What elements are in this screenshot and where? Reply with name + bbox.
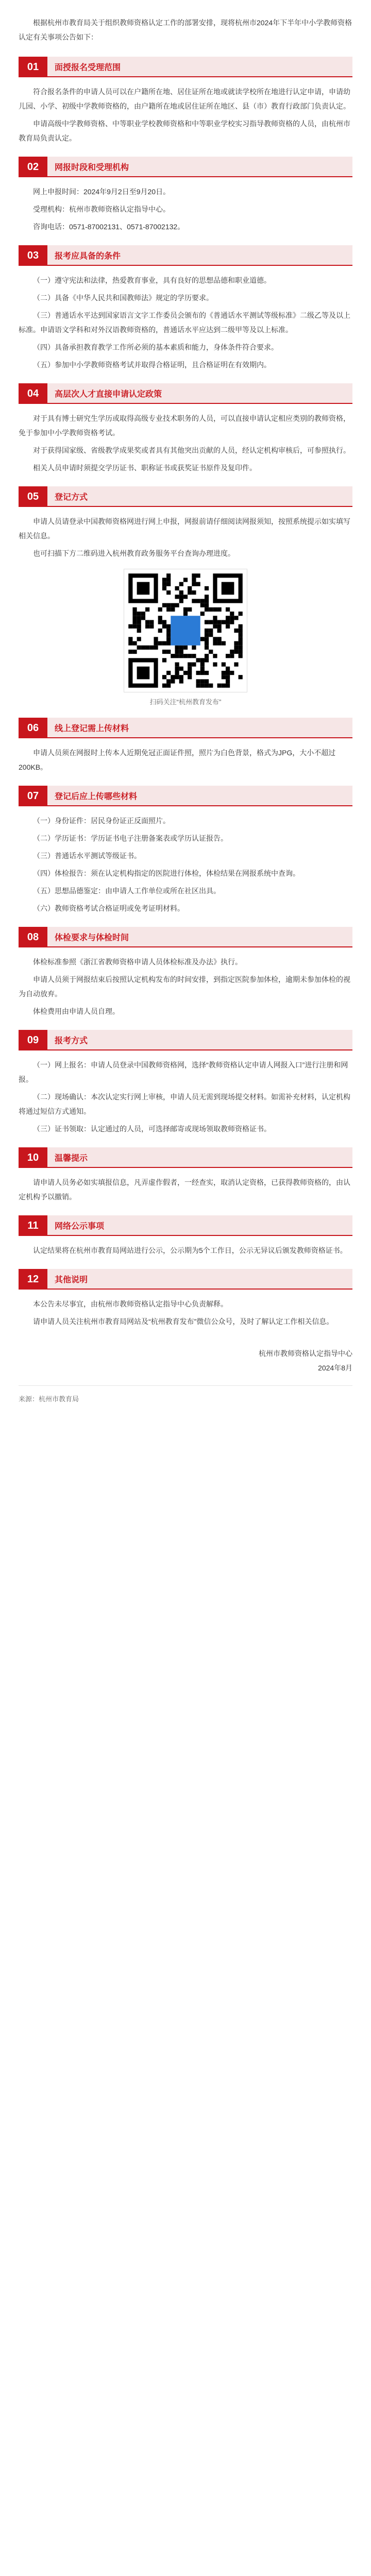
section-paragraph: 对于具有博士研究生学历或取得高级专业技术职务的人员，可以直接申请认定相应类别的教师资格，免于参加中小学教师资格考试。 xyxy=(19,414,350,437)
section-title: 线上登记需上传材料 xyxy=(47,718,352,738)
section-11 xyxy=(19,1215,352,1258)
section-01 xyxy=(19,57,352,145)
section-paragraph: （一）身份证件：居民身份证正反面照片。 xyxy=(33,817,170,825)
section-paragraph: （五）参加中小学教师资格考试并取得合格证明，且合格证明在有效期内。 xyxy=(33,361,271,369)
section-header xyxy=(19,1215,352,1236)
section-header xyxy=(19,57,352,77)
intro-paragraph: 根据杭州市教育局关于组织教师资格认定工作的部署安排，现将杭州市2024年下半年中小学教师资格认定有关事项公告如下： xyxy=(19,19,352,41)
section-paragraph: （一）遵守宪法和法律，热爱教育事业，具有良好的思想品德和职业道德。 xyxy=(33,276,271,284)
section-header xyxy=(19,1269,352,1290)
qr-code-icon xyxy=(124,569,247,692)
qr-code-block xyxy=(19,569,352,706)
footer-date: 2024年8月 xyxy=(318,1364,352,1372)
section-number: 07 xyxy=(19,786,47,806)
section-title: 温馨提示 xyxy=(47,1147,352,1168)
section-title: 报考应具备的条件 xyxy=(47,245,352,266)
section-title: 高层次人才直接申请认定政策 xyxy=(47,383,352,404)
section-05 xyxy=(19,486,352,706)
section-paragraph: 受理机构：杭州市教师资格认定指导中心。 xyxy=(33,205,170,213)
section-header xyxy=(19,486,352,507)
section-paragraph: 咨询电话：0571-87002131、0571-87002132。 xyxy=(33,223,185,231)
section-paragraph: 本公告未尽事宜，由杭州市教师资格认定指导中心负责解释。 xyxy=(33,1300,228,1308)
section-04 xyxy=(19,383,352,475)
section-03 xyxy=(19,245,352,372)
section-02 xyxy=(19,157,352,234)
section-paragraph: （一）网上报名：申请人员登录中国教师资格网，选择“教师资格认定申请人网报入口”进行注册和网报。 xyxy=(19,1061,348,1083)
section-paragraph: （三）普通话水平测试等级证书。 xyxy=(33,852,141,860)
section-06 xyxy=(19,718,352,774)
section-paragraph: 相关人员申请时须提交学历证书、职称证书或获奖证书原件及复印件。 xyxy=(33,464,257,472)
section-header xyxy=(19,157,352,177)
bottom-note: 来源：杭州市教育局 xyxy=(19,1385,352,1405)
section-title: 报考方式 xyxy=(47,1030,352,1050)
sections-container xyxy=(19,57,352,1329)
section-paragraph: 请申请人员务必如实填报信息，凡弄虚作假者，一经查实，取消认定资格，已获得教师资格的，由认定机构予以撤销。 xyxy=(19,1178,350,1201)
section-header xyxy=(19,927,352,947)
section-title: 网络公示事项 xyxy=(47,1215,352,1236)
section-header xyxy=(19,383,352,404)
section-number: 08 xyxy=(19,927,47,947)
section-paragraph: （四）体检报告：须在认定机构指定的医院进行体检，体检结果在网报系统中查询。 xyxy=(33,869,300,877)
section-header xyxy=(19,786,352,806)
section-header xyxy=(19,245,352,266)
section-number: 06 xyxy=(19,718,47,738)
section-number: 10 xyxy=(19,1147,47,1168)
section-paragraph: 申请高级中学教师资格、中等职业学校教师资格和中等职业学校实习指导教师资格的人员，由杭州市教育局负责认定。 xyxy=(19,120,350,142)
qr-caption: 扫码关注“杭州教育发布” xyxy=(149,698,222,706)
footer xyxy=(19,1346,352,1375)
section-paragraph: 网上申报时间：2024年9月2日至9月20日。 xyxy=(33,188,171,196)
section-08 xyxy=(19,927,352,1019)
section-paragraph: 体检标准参照《浙江省教师资格申请人员体检标准及办法》执行。 xyxy=(33,958,242,966)
section-paragraph: （二）具备《中华人民共和国教师法》规定的学历要求。 xyxy=(33,294,213,302)
section-title: 其他说明 xyxy=(47,1269,352,1290)
section-paragraph: （二）现场确认：本次认定实行网上审核，申请人员无需到现场提交材料。如需补充材料，认定机构将通过短信方式通知。 xyxy=(19,1093,350,1115)
section-paragraph: 请申请人员关注杭州市教育局网站及“杭州教育发布”微信公众号，及时了解认定工作相关信息。 xyxy=(33,1317,334,1326)
section-title: 登记方式 xyxy=(47,486,352,507)
section-paragraph: （三）证书领取：认定通过的人员，可选择邮寄或现场领取教师资格证书。 xyxy=(33,1125,271,1133)
section-paragraph: 符合报名条件的申请人员可以在户籍所在地、居住证所在地或就读学校所在地进行认定申请，申请幼儿园、小学、初级中学教师资格的，由户籍所在地或居住证所在地区、县（市）教育行政部门负责认定。 xyxy=(19,88,350,110)
section-paragraph: （四）具备承担教育教学工作所必须的基本素质和能力，身体条件符合要求。 xyxy=(33,343,278,351)
section-paragraph: 申请人员须于网报结束后按照认定机构发布的时间安排，到指定医院参加体检，逾期未参加体检的视为自动放弃。 xyxy=(19,975,350,998)
section-title: 体检要求与体检时间 xyxy=(47,927,352,947)
section-paragraph: 对于获得国家级、省级教学成果奖或者具有其他突出贡献的人员，经认定机构审核后，可参照执行。 xyxy=(33,446,350,454)
section-paragraph: 申请人员请登录中国教师资格网进行网上申报，网报前请仔细阅读网报须知，按照系统提示如实填写相关信息。 xyxy=(19,517,350,540)
section-header xyxy=(19,1030,352,1050)
section-paragraph: 认定结果将在杭州市教育局网站进行公示，公示期为5个工作日，公示无异议后颁发教师资格证书。 xyxy=(33,1246,347,1255)
section-paragraph: （二）学历证书：学历证书电子注册备案表或学历认证报告。 xyxy=(33,834,228,842)
section-paragraph: 体检费用由申请人员自理。 xyxy=(33,1007,120,1015)
section-title: 登记后应上传哪些材料 xyxy=(47,786,352,806)
section-header xyxy=(19,1147,352,1168)
section-07 xyxy=(19,786,352,916)
section-number: 01 xyxy=(19,57,47,77)
section-paragraph: （六）教师资格考试合格证明或免考证明材料。 xyxy=(33,904,184,912)
section-title: 面授报名受理范围 xyxy=(47,57,352,77)
section-paragraph: 也可扫描下方二维码进入杭州教育政务服务平台查询办理进度。 xyxy=(33,549,235,557)
section-header xyxy=(19,718,352,738)
section-title: 网报时段和受理机构 xyxy=(47,157,352,177)
section-number: 05 xyxy=(19,486,47,507)
section-number: 09 xyxy=(19,1030,47,1050)
section-12 xyxy=(19,1269,352,1329)
section-number: 03 xyxy=(19,245,47,266)
section-number: 04 xyxy=(19,383,47,404)
footer-org: 杭州市教师资格认定指导中心 xyxy=(259,1349,352,1358)
section-number: 12 xyxy=(19,1269,47,1290)
section-paragraph: （三）普通话水平达到国家语言文字工作委员会颁布的《普通话水平测试等级标准》二级乙等及以上标准。申请语文学科和对外汉语教师资格的，普通话水平应达到二级甲等及以上标准。 xyxy=(19,311,350,334)
section-number: 11 xyxy=(19,1215,47,1236)
section-number: 02 xyxy=(19,157,47,177)
section-paragraph: （五）思想品德鉴定：由申请人工作单位或所在社区出具。 xyxy=(33,887,221,895)
section-paragraph: 申请人员须在网报时上传本人近期免冠正面证件照，照片为白色背景，格式为JPG，大小不超过200KB。 xyxy=(19,749,336,771)
section-09 xyxy=(19,1030,352,1136)
section-10 xyxy=(19,1147,352,1204)
